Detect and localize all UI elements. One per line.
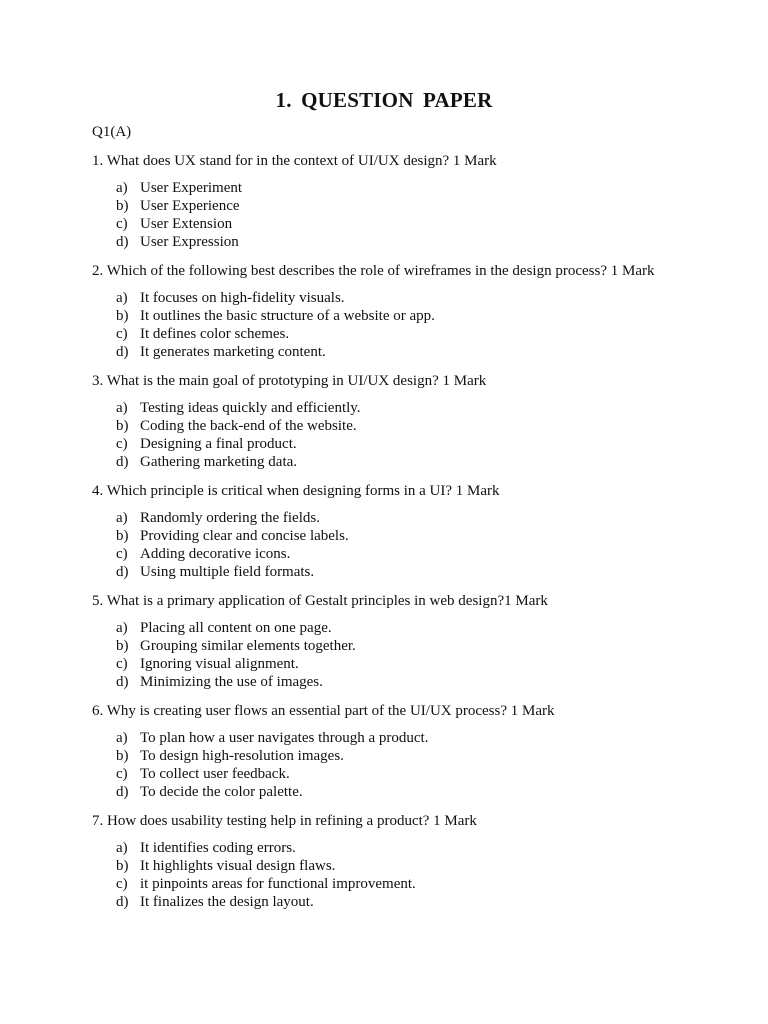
option-item: [92, 765, 732, 783]
option-letter: d): [116, 894, 129, 910]
option-item: [92, 197, 732, 215]
option-text: It generates marketing content.: [140, 344, 326, 360]
option-letter: b): [116, 748, 129, 764]
option-text: To design high-resolution images.: [140, 748, 344, 764]
option-item: [92, 839, 732, 857]
option-list: [92, 289, 732, 361]
section-label: Q1(A): [92, 124, 132, 140]
option-item: [92, 875, 732, 893]
option-text: To plan how a user navigates through a product.: [140, 730, 429, 746]
option-item: [92, 399, 732, 417]
question-block: [92, 592, 732, 691]
option-list: [92, 399, 732, 471]
option-list: [92, 619, 732, 691]
option-letter: b): [116, 638, 129, 654]
option-text: Adding decorative icons.: [140, 546, 291, 562]
option-item: [92, 179, 732, 197]
option-letter: a): [116, 400, 128, 416]
option-text: To decide the color palette.: [140, 784, 303, 800]
question-block: [92, 482, 732, 581]
option-letter: d): [116, 564, 129, 580]
question-text: 6. Why is creating user flows an essential part of the UI/UX process? 1 Mark: [92, 703, 555, 719]
option-item: [92, 417, 732, 435]
option-letter: b): [116, 308, 129, 324]
option-letter: c): [116, 436, 128, 452]
option-item: [92, 563, 732, 581]
option-item: [92, 747, 732, 765]
option-text: It finalizes the design layout.: [140, 894, 314, 910]
option-text: Ignoring visual alignment.: [140, 656, 299, 672]
option-letter: b): [116, 198, 129, 214]
option-letter: b): [116, 528, 129, 544]
option-item: [92, 509, 732, 527]
option-item: [92, 325, 732, 343]
option-letter: d): [116, 234, 129, 250]
option-item: [92, 637, 732, 655]
option-text: Providing clear and concise labels.: [140, 528, 349, 544]
question-text: 4. Which principle is critical when designing forms in a UI? 1 Mark: [92, 483, 500, 499]
option-text: Using multiple field formats.: [140, 564, 315, 580]
option-text: It highlights visual design flaws.: [140, 858, 336, 874]
option-text: User Experiment: [140, 180, 243, 196]
option-letter: c): [116, 546, 128, 562]
option-text: Designing a final product.: [140, 436, 297, 452]
question-text: 2. Which of the following best describes the role of wireframes in the design process? 1 Mark: [92, 263, 655, 279]
option-item: [92, 655, 732, 673]
option-text: Randomly ordering the fields.: [140, 510, 320, 526]
option-item: [92, 343, 732, 361]
option-item: [92, 729, 732, 747]
page-title: 1. QUESTION PAPER: [275, 88, 493, 112]
option-text: it pinpoints areas for functional improvement.: [140, 876, 416, 892]
question-block: [92, 702, 732, 801]
question-block: [92, 812, 732, 911]
option-list: [92, 729, 732, 801]
option-text: Grouping similar elements together.: [140, 638, 356, 654]
question-text: 5. What is a primary application of Gestalt principles in web design?1 Mark: [92, 593, 548, 609]
option-list: [92, 179, 732, 251]
option-item: [92, 893, 732, 911]
option-item: [92, 233, 732, 251]
option-letter: a): [116, 840, 128, 856]
option-letter: b): [116, 858, 129, 874]
option-letter: d): [116, 344, 129, 360]
option-letter: a): [116, 510, 128, 526]
option-item: [92, 435, 732, 453]
option-text: Gathering marketing data.: [140, 454, 298, 470]
option-item: [92, 289, 732, 307]
option-text: It defines color schemes.: [140, 326, 290, 342]
option-text: Minimizing the use of images.: [140, 674, 323, 690]
option-letter: c): [116, 216, 128, 232]
option-letter: d): [116, 674, 129, 690]
option-letter: a): [116, 290, 128, 306]
option-letter: a): [116, 730, 128, 746]
question-block: [92, 152, 732, 251]
option-letter: d): [116, 454, 129, 470]
option-letter: c): [116, 876, 128, 892]
option-letter: c): [116, 326, 128, 342]
option-item: [92, 783, 732, 801]
option-item: [92, 215, 732, 233]
option-item: [92, 857, 732, 875]
option-text: To collect user feedback.: [140, 766, 290, 782]
option-text: It identifies coding errors.: [140, 840, 296, 856]
question-block: [92, 372, 732, 471]
option-letter: b): [116, 418, 129, 434]
option-letter: a): [116, 180, 128, 196]
option-item: [92, 527, 732, 545]
question-block: [92, 262, 732, 361]
option-letter: d): [116, 784, 129, 800]
option-item: [92, 673, 732, 691]
option-text: User Experience: [140, 198, 240, 214]
option-text: It focuses on high-fidelity visuals.: [140, 290, 345, 306]
question-text: 1. What does UX stand for in the context of UI/UX design? 1 Mark: [92, 153, 497, 169]
option-letter: a): [116, 620, 128, 636]
option-item: [92, 545, 732, 563]
option-item: [92, 453, 732, 471]
option-text: User Expression: [140, 234, 239, 250]
option-text: Placing all content on one page.: [140, 620, 332, 636]
option-letter: c): [116, 766, 128, 782]
option-text: It outlines the basic structure of a website or app.: [140, 308, 435, 324]
question-text: 7. How does usability testing help in refining a product? 1 Mark: [92, 813, 477, 829]
option-text: Testing ideas quickly and efficiently.: [140, 400, 361, 416]
option-list: [92, 509, 732, 581]
option-text: Coding the back-end of the website.: [140, 418, 357, 434]
question-text: 3. What is the main goal of prototyping in UI/UX design? 1 Mark: [92, 373, 487, 389]
option-item: [92, 307, 732, 325]
option-item: [92, 619, 732, 637]
option-letter: c): [116, 656, 128, 672]
option-list: [92, 839, 732, 911]
option-text: User Extension: [140, 216, 233, 232]
